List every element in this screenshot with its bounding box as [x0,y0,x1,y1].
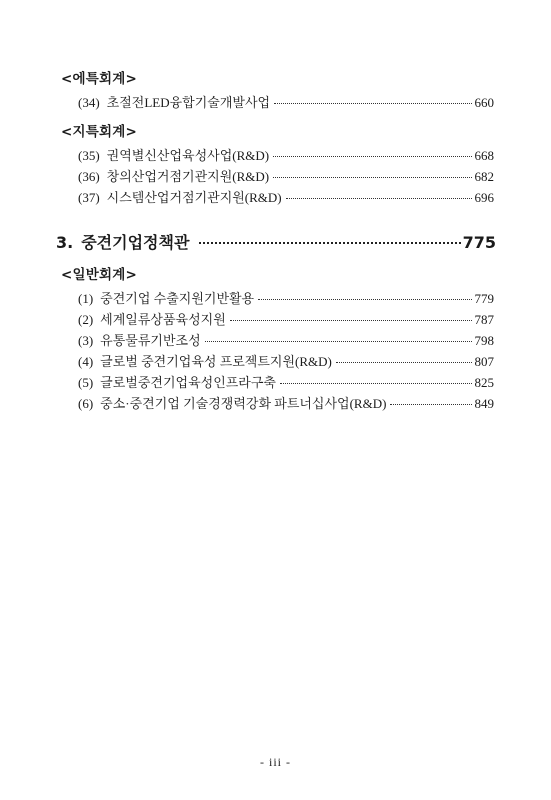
leader-dots [280,383,472,384]
entry-title: 중견기업 수출지원기반활용 [100,291,255,306]
leader-dots [286,198,472,199]
leader-dots [273,156,471,157]
entry-title: 시스템산업거점기관지원(R&D) [106,190,282,205]
entry-number: (6) [78,396,94,411]
entry-page-number: 807 [474,354,494,369]
entry-title: 유통물류기반조성 [100,333,201,348]
entry-page-number: 660 [474,95,494,110]
entry-page-number: 787 [474,312,494,327]
entry-number: (2) [78,312,94,327]
chapter-number: 3. [56,233,74,252]
leader-dots [205,341,472,342]
entry-title: 글로벌 중견기업육성 프로젝트지원(R&D) [100,354,332,369]
chapter-title: 중견기업정책관 [81,233,190,252]
toc-entry-1[interactable] [78,288,494,307]
toc-entry-35[interactable] [78,145,494,164]
leader-dots [199,242,460,244]
section-heading-jiteuk: <지특회계> [61,124,137,140]
leader-dots [230,320,472,321]
leader-dots [390,404,471,405]
entry-title: 세계일류상품육성지원 [100,312,226,327]
toc-entry-37[interactable] [78,187,494,206]
entry-number: (3) [78,333,94,348]
entry-title: 중소·중견기업 기술경쟁력강화 파트너십사업(R&D) [100,396,387,411]
section-heading-ilban: <일반회계> [61,267,137,283]
toc-entry-34[interactable] [78,92,494,111]
entry-number: (34) [78,95,100,110]
entry-number: (35) [78,148,100,163]
leader-dots [336,362,472,363]
section-heading-eteuk: <에특회계> [61,71,137,87]
toc-entry-6[interactable] [78,393,494,412]
entry-page-number: 682 [474,169,494,184]
toc-entry-4[interactable] [78,351,494,370]
entry-number: (37) [78,190,100,205]
page-footer-number: - iii - [260,755,291,769]
entry-title: 권역별신산업육성사업(R&D) [106,148,270,163]
entry-page-number: 696 [474,190,494,205]
entry-number: (36) [78,169,100,184]
entry-title: 글로벌중견기업육성인프라구축 [100,375,276,390]
chapter-page-number: 775 [462,233,496,252]
entry-page-number: 849 [474,396,494,411]
toc-entry-2[interactable] [78,309,494,328]
entry-number: (1) [78,291,94,306]
leader-dots [274,103,471,104]
toc-entry-5[interactable] [78,372,494,391]
entry-title: 창의산업거점기관지원(R&D) [106,169,270,184]
leader-dots [273,177,471,178]
entry-title: 초절전LED융합기술개발사업 [106,95,271,110]
leader-dots [258,299,471,300]
entry-number: (5) [78,375,94,390]
entry-number: (4) [78,354,94,369]
toc-entry-3[interactable] [78,330,494,349]
entry-page-number: 798 [474,333,494,348]
entry-page-number: 825 [474,375,494,390]
entry-page-number: 779 [474,291,494,306]
entry-page-number: 668 [474,148,494,163]
toc-entry-36[interactable] [78,166,494,185]
chapter-heading[interactable] [56,230,496,253]
